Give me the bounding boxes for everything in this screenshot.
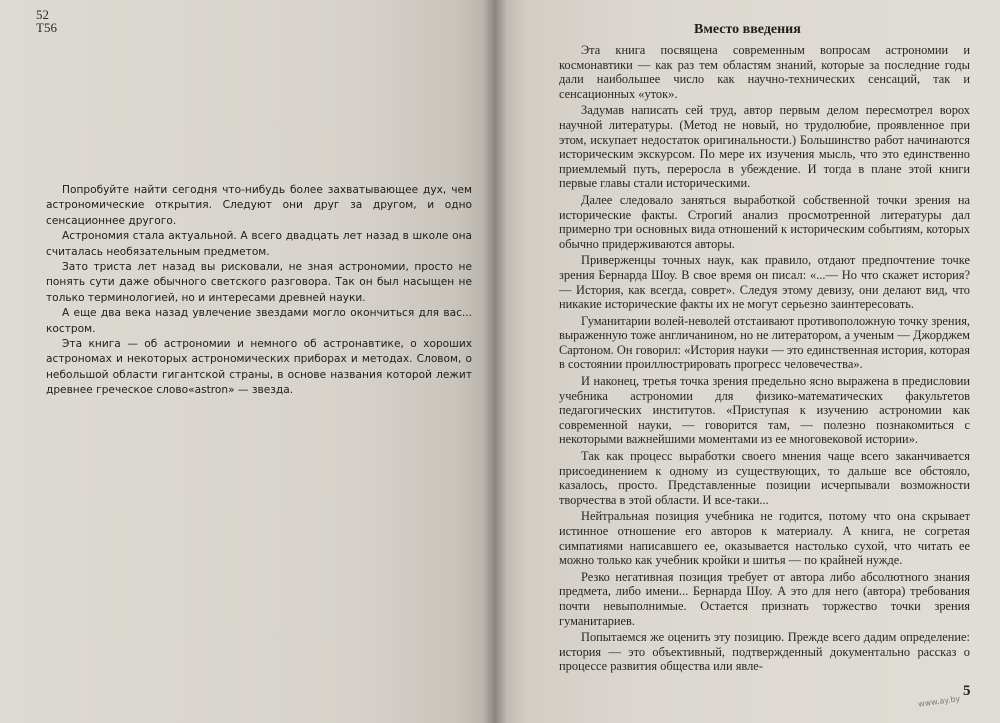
right-page-body: [559, 43, 970, 674]
left-paragraph: А еще два века назад увлечение звездами могло окончиться для вас... костром.: [46, 307, 472, 335]
catalog-code: Т56: [36, 20, 57, 35]
right-page-number: 5: [963, 683, 971, 699]
right-paragraph: Гуманитарии волей-неволей отстаивают противоположную точку зрения, выраженную тоже англичанином, но не литератором, а ученым — Джорджем Сартоном. Он говорил: «История науки — это единственная история, которая в состоянии проиллюстрировать прогресс человечества».: [559, 313, 970, 372]
left-paragraph: Зато триста лет назад вы рисковали, не зная астрономии, просто не понять сути даже обычного светского разговора. Так он был насыщен не только терминологией, но и интересами древней науки.: [46, 261, 472, 304]
right-paragraph: И наконец, третья точка зрения предельно ясно выражена в предисловии учебника астрономии для физико-математических факультетов педагогических институтов. «Приступая к изучению астрономии как современной науки, — говорится там, — полезно познакомиться с некоторыми важнейшими моментами из ее многовековой истории».: [559, 374, 970, 447]
right-paragraph: Так как процесс выработки своего мнения чаще всего заканчивается присоединением к одному из существующих, то дальше все обстояло, казалось, просто. Представленные позиции исчерпывали возможности творчества в этой области. И все-таки...: [559, 449, 970, 507]
left-paragraph: Астрономия стала актуальной. А всего двадцать лет назад в школе она считалась необязательным предметом.: [46, 230, 472, 258]
right-paragraph: Резко негативная позиция требует от автора либо абсолютного знания предмета, либо имени... Бернарда Шоу. А это для него (автора) требования почти невыполнимые. Остается признать торжество точки зрения гуманитариев.: [559, 569, 970, 628]
right-paragraph: Приверженцы точных наук, как правило, отдают предпочтение точке зрения Бернарда Шоу. В свое время он писал: «...— Но что скажет история? — История, как всегда, соврет». Следуя этому девизу, они делают вид, что никакие исторические факты их не могут серьезно заинтересовать.: [559, 253, 970, 312]
watermark: www.ay.by: [917, 694, 961, 709]
left-page-number: 52: [36, 7, 49, 22]
left-page-header: [36, 8, 57, 34]
left-page: [0, 0, 496, 723]
right-paragraph: Задумав написать сей труд, автор первым делом пересмотрел ворох научной литературы. (Метод не новый, но трудолюбие, проявленное при этом, искупает недостаток оригинальности.) Большинство работ начинаются историческим экскурсом. По мере их изучения мысль, что это единственно приемлемый путь, переросла в убеждение. И тогда в плане этой книги первые главы стали историческими.: [559, 103, 970, 191]
right-paragraph: Попытаемся же оценить эту позицию. Прежде всего дадим определение: история — это объективный, подтвержденный документально рассказ о процессе развития общества или явле-: [559, 630, 970, 674]
book-gutter: [483, 0, 507, 723]
right-paragraph: Далее следовало заняться выработкой собственной точки зрения на исторические факты. Строгий анализ просмотренной литературы дал примерно три основных вида отношений к историческим событиям, которых обычно придерживаются авторы.: [559, 192, 970, 251]
right-paragraph: Нейтральная позиция учебника не годится, потому что она скрывает истинное отношение его авторов к материалу. А книга, не согретая симпатиями написавшего ее, оказывается настолько сухой, что читать ее можно только как учебник кройки и шитья — по крайней нужде.: [559, 509, 970, 568]
left-paragraph: Эта книга — об астрономии и немного об астронавтике, о хороших астрономах и некоторых астрономических приборах и методах. Словом, о небольшой области гигантской страны, в основе названия которой лежит древнее греческое слово«astron» — звезда.: [46, 338, 472, 397]
right-paragraph: Эта книга посвящена современным вопросам астрономии и космонавтики — как раз тем областям знаний, которые за последние годы дали наибольшее число как научно-технических сенсаций, так и сенсационных «уток».: [559, 43, 970, 101]
left-paragraph: Попробуйте найти сегодня что-нибудь более захватывающее дух, чем астрономические открытия. Следуют они друг за другом, и одно сенсационнее другого.: [46, 184, 472, 227]
left-page-body: [46, 183, 472, 399]
chapter-title: Вместо введения: [694, 22, 801, 37]
